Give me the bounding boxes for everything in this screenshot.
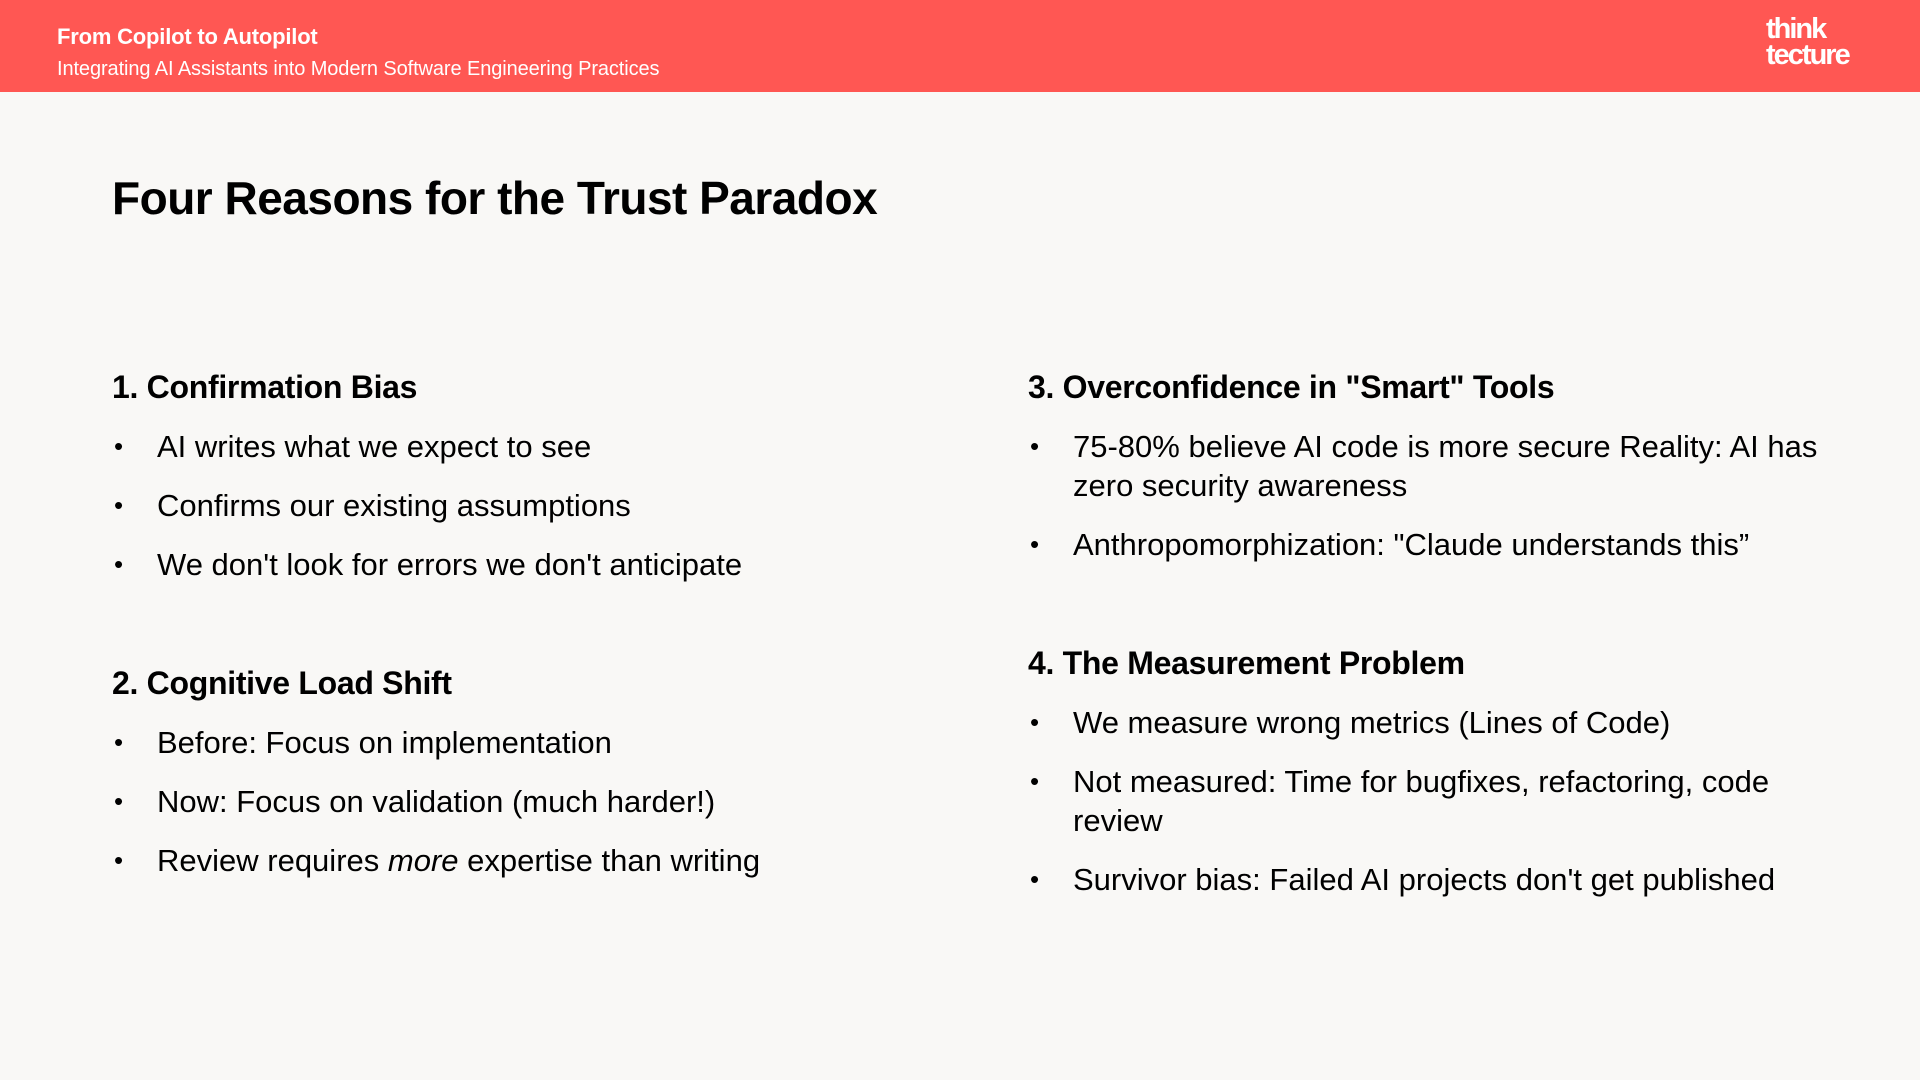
bullet-text: Anthropomorphization: "Claude understands this” [1073,527,1750,562]
section-overconfidence [1028,367,1888,564]
section-cognitive-load-shift [112,663,972,880]
bullet-list [112,723,972,880]
section-heading: 1. Confirmation Bias [112,369,418,405]
bullet-item [1028,525,1833,564]
section-heading: 3. Overconfidence in "Smart" Tools [1028,369,1555,405]
bullet-dot: • [1030,766,1040,796]
section-heading: 4. The Measurement Problem [1028,645,1465,681]
bullet-item [112,782,937,821]
header-bar [0,0,1920,92]
bullet-dot: • [114,490,124,520]
bullet-dot: • [114,431,124,461]
bullet-dot: • [114,786,124,816]
bullet-text: We measure wrong metrics (Lines of Code) [1073,705,1671,740]
bullet-list [1028,703,1888,899]
bullet-dot: • [114,549,124,579]
bullet-dot: • [1030,529,1040,559]
logo-line-1: think [1766,13,1826,45]
logo-line-2: tecture [1766,39,1849,71]
bullet-item [112,486,937,525]
bullet-item [1028,427,1833,505]
bullet-text: AI writes what we expect to see [157,429,592,464]
slide-title: Four Reasons for the Trust Paradox [112,172,878,224]
section-heading: 2. Cognitive Load Shift [112,665,452,701]
bullet-text: Before: Focus on implementation [157,725,612,760]
bullet-item [112,723,937,762]
deck-title: From Copilot to Autopilot [57,24,318,49]
bullet-text: Survivor bias: Failed AI projects don't get published [1073,862,1776,897]
bullet-item [112,545,937,584]
section-measurement-problem [1028,643,1888,899]
thinktecture-logo [1766,13,1856,71]
bullet-item [112,427,937,466]
deck-subtitle: Integrating AI Assistants into Modern Software Engineering Practices [57,58,660,80]
bullet-text: We don't look for errors we don't anticipate [157,547,743,582]
bullet-text: Confirms our existing assumptions [157,488,631,523]
bullet-list [112,427,972,584]
bullet-text: Not measured: Time for bugfixes, refactoring, code review [1073,764,1770,838]
bullet-dot: • [1030,431,1040,461]
bullet-item [1028,703,1833,742]
bullet-text-prefix: Review requires [157,843,388,878]
bullet-text: Now: Focus on validation (much harder!) [157,784,716,819]
section-confirmation-bias [112,367,972,584]
bullet-dot: • [114,727,124,757]
bullet-text-suffix: expertise than writing [458,843,761,878]
bullet-item [112,841,937,880]
bullet-text-emphasis: more [387,843,459,878]
bullet-list [1028,427,1888,564]
bullet-item [1028,860,1833,899]
bullet-dot: • [114,845,124,875]
bullet-dot: • [1030,707,1040,737]
bullet-dot: • [1030,864,1040,894]
bullet-text: 75-80% believe AI code is more secure Reality: AI has zero security awareness [1073,429,1818,503]
bullet-item [1028,762,1833,840]
